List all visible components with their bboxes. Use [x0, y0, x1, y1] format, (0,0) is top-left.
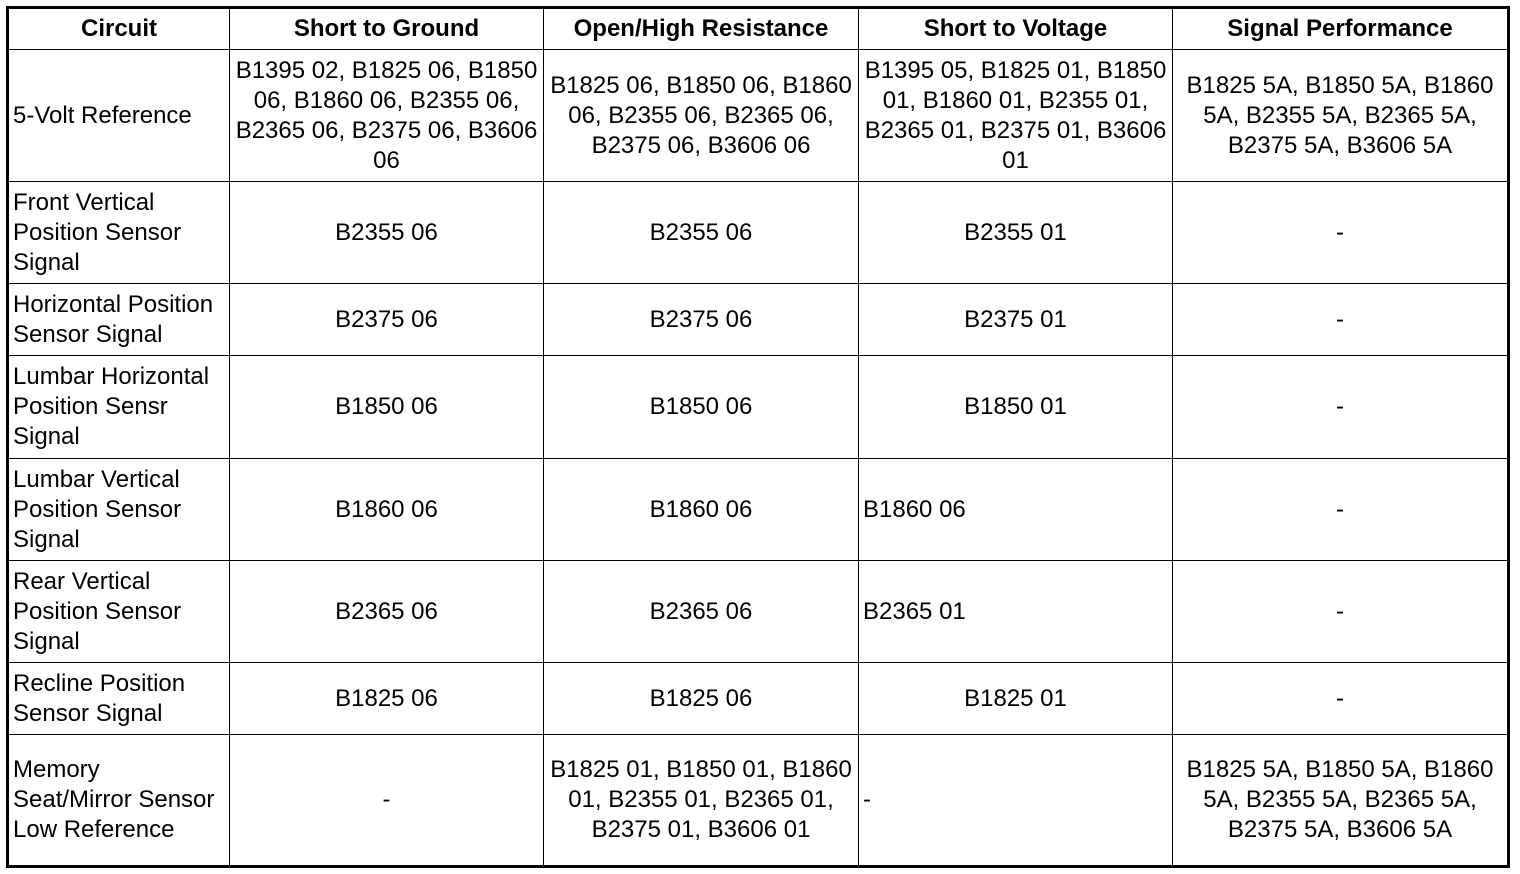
signal-performance-cell: B1825 5A, B1850 5A, B1860 5A, B2355 5A, B2365 5A, B2375 5A, B3606 5A	[1173, 735, 1509, 867]
signal-performance-cell: -	[1173, 284, 1509, 356]
open-high-resistance-cell: B1825 01, B1850 01, B1860 01, B2355 01, B2365 01, B2375 01, B3606 01	[544, 735, 859, 867]
open-high-resistance-cell: B1825 06, B1850 06, B1860 06, B2355 06, B2365 06, B2375 06, B3606 06	[544, 50, 859, 182]
table-row	[8, 284, 1509, 356]
short-to-voltage-cell: B2355 01	[859, 182, 1173, 284]
short-to-voltage-cell: B1395 05, B1825 01, B1850 01, B1860 01, B2355 01, B2365 01, B2375 01, B3606 01	[859, 50, 1173, 182]
signal-performance-cell: -	[1173, 356, 1509, 459]
open-high-resistance-cell: B1825 06	[544, 663, 859, 735]
short-to-voltage-cell: B1850 01	[859, 356, 1173, 459]
short-to-ground-cell: B2355 06	[230, 182, 544, 284]
signal-performance-cell: -	[1173, 663, 1509, 735]
short-to-voltage-cell: B2375 01	[859, 284, 1173, 356]
circuit-cell: Memory Seat/Mirror Sensor Low Reference	[8, 735, 230, 867]
short-to-ground-cell: -	[230, 735, 544, 867]
dtc-circuit-table	[6, 6, 1510, 868]
open-high-resistance-cell: B2355 06	[544, 182, 859, 284]
header-circuit: Circuit	[8, 8, 230, 50]
table-row	[8, 735, 1509, 867]
short-to-ground-cell: B1395 02, B1825 06, B1850 06, B1860 06, B2355 06, B2365 06, B2375 06, B3606 06	[230, 50, 544, 182]
signal-performance-cell: -	[1173, 561, 1509, 663]
short-to-ground-cell: B1850 06	[230, 356, 544, 459]
signal-performance-cell: -	[1173, 459, 1509, 561]
header-open-high-resistance: Open/High Resistance	[544, 8, 859, 50]
circuit-cell: Lumbar Horizontal Position Sensr Signal	[8, 356, 230, 459]
short-to-ground-cell: B2365 06	[230, 561, 544, 663]
short-to-ground-cell: B1860 06	[230, 459, 544, 561]
circuit-cell: 5-Volt Reference	[8, 50, 230, 182]
short-to-voltage-cell: B2365 01	[859, 561, 1173, 663]
header-signal-performance: Signal Performance	[1173, 8, 1509, 50]
signal-performance-cell: B1825 5A, B1850 5A, B1860 5A, B2355 5A, B2365 5A, B2375 5A, B3606 5A	[1173, 50, 1509, 182]
table-row	[8, 50, 1509, 182]
header-short-to-ground: Short to Ground	[230, 8, 544, 50]
open-high-resistance-cell: B1860 06	[544, 459, 859, 561]
table-row	[8, 663, 1509, 735]
circuit-cell: Horizontal Position Sensor Signal	[8, 284, 230, 356]
short-to-ground-cell: B1825 06	[230, 663, 544, 735]
open-high-resistance-cell: B2375 06	[544, 284, 859, 356]
short-to-voltage-cell: B1825 01	[859, 663, 1173, 735]
circuit-cell: Front Vertical Position Sensor Signal	[8, 182, 230, 284]
table-row	[8, 459, 1509, 561]
circuit-cell: Recline Position Sensor Signal	[8, 663, 230, 735]
table-row	[8, 561, 1509, 663]
short-to-voltage-cell: -	[859, 735, 1173, 867]
signal-performance-cell: -	[1173, 182, 1509, 284]
circuit-cell: Lumbar Vertical Position Sensor Signal	[8, 459, 230, 561]
header-short-to-voltage: Short to Voltage	[859, 8, 1173, 50]
short-to-ground-cell: B2375 06	[230, 284, 544, 356]
table-row	[8, 182, 1509, 284]
open-high-resistance-cell: B1850 06	[544, 356, 859, 459]
header-row	[8, 8, 1509, 50]
open-high-resistance-cell: B2365 06	[544, 561, 859, 663]
short-to-voltage-cell: B1860 06	[859, 459, 1173, 561]
table-row	[8, 356, 1509, 459]
circuit-cell: Rear Vertical Position Sensor Signal	[8, 561, 230, 663]
